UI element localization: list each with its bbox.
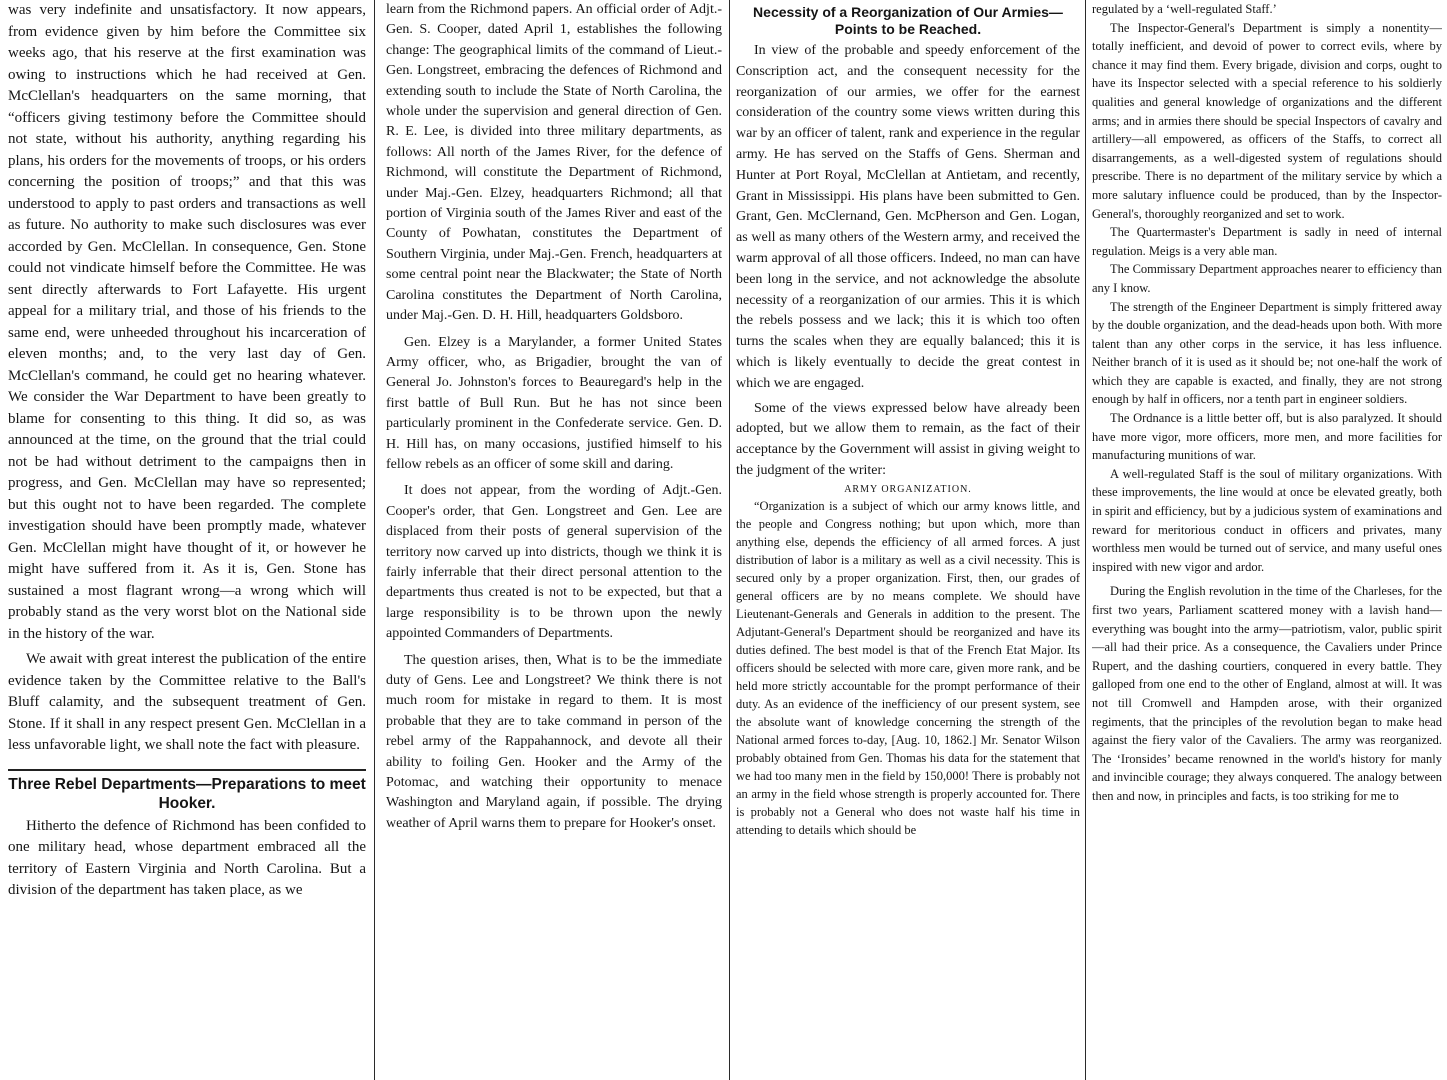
column-1 xyxy=(8,0,366,1080)
column-rule xyxy=(374,0,375,1080)
article-paragraph: During the English revolution in the time of the Charleses, for the first two years, Parliament scattered money with a lavish hand—everything was bought into the army—patriotism, valor, public spirit—all had their price. As a consequence, the Cavaliers under Prince Rupert, and the dashing courtiers, conquered in every battle. They galloped from one end to the other of England, almost at will. It was not till Cromwell and Hampden arose, with their organized regiments, that the principles of the revolution began to make head against the fiery valor of the Cavaliers. The army was reorganized. The ‘Ironsides’ became renowned in the world's history for manly and invincible courage; they always conquered. The analogy between then and now, in principles and facts, is too striking for me to xyxy=(1092,584,1442,803)
column-rule xyxy=(729,0,730,1080)
article-headline: Three Rebel Departments—Preparations to meet Hooker. xyxy=(8,775,366,812)
article-paragraph: “Organization is a subject of which our army knows little, and the people and Congress nothing; but upon which, more than anything else, depends the efficiency of all armed forces. A just distribution of labor is a military as well as a civil necessity. This is secured only by a proper organization. First, then, our grades of general officers are by no means complete. We should have Lieutenant-Generals and Generals in addition to the present. The Adjutant-General's Department should be reorganized and have its duties defined. The best model is that of the French Etat Major. Its officers should be selected with more care, given more rank, and be held more strictly accountable for the prompt performance of their duty. As an evidence of the inefficiency of our present system, see the absolute want of knowledge concerning the strength of the National armed forces to-day, [Aug. 10, 1862.] Mr. Senator Wilson probably obtained from Gen. Thomas his data for the statement that we had too many men in the field by 150,000! There is probably not an army in the field whose strength is properly accounted for. There is probably not a General who does not waste half his time in attending to details which should be xyxy=(736,498,1080,837)
column-3 xyxy=(736,0,1080,1080)
column-4 xyxy=(1092,0,1442,1080)
article-paragraph: The Commissary Department approaches nearer to efficiency than any I know. xyxy=(1092,262,1442,295)
article-paragraph: learn from the Richmond papers. An official order of Adjt.-Gen. S. Cooper, dated April 1, establishes the following change: The geographical limits of the command of Lieut.-Gen. Longstreet, embracing the defences of Richmond and extending south to include the State of North Carolina, the whole under the supervision and general direction of Gen. R. E. Lee, is divided into three military departments, as follows: All north of the James River, for the defence of Richmond, will constitute the Department of Richmond, under Maj.-Gen. Elzey, headquarters Richmond; all that portion of Virginia south of the James River and east of the County of Powhatan, constitutes the Department of Southern Virginia, under Maj.-Gen. French, headquarters at some central point near the Blackwater; the State of North Carolina constitutes the Department of North Carolina, under Maj.-Gen. D. H. Hill, headquarters Goldsboro. xyxy=(386,2,722,324)
article-paragraph: was very indefinite and unsatisfactory. It now appears, from evidence given by him before the Committee six weeks ago, that his reserve at the first examination was owing to instructions which he had received at Gen. McClellan's headquarters on the same morning, that “officers giving testimony before the Committee should not state, without his authority, anything regarding his plans, his orders for the movements of troops, or his orders concerning the position of troops;” and that this was understood to apply to past orders and transactions as well as future. No authority to make such disclosures was ever accorded by Gen. McClellan. In consequence, Gen. Stone could not vindicate himself before the Committee. He was sent directly afterwards to Fort Lafayette. His urgent appeal for a military trial, and those of his friends to the same end, were unheeded throughout his incarceration of eleven months; and, to the very last day of Gen. McClellan's command, he could get no hearing whatever. We consider the War Department to have been greatly to blame for consenting to this thing. It did so, as was announced at the time, on the ground that the trial could not be had without detriment to the campaigns then in progress, and Gen. McClellan may have so represented; but this ought not to have been regarded. The complete investigation should have been promptly made, whatever Gen. McClellan might have thought of it, or however he might have suffered from it. As it is, Gen. Stone has sustained a most flagrant wrong—a wrong which will probably stand as the very worst blot on the National side in the history of the war. xyxy=(8,2,366,642)
article-paragraph: A well-regulated Staff is the soul of military organizations. With these improvements, the line would at once be elevated greatly, both in spirit and efficiency, but by a judicious system of examinations and reward for meritorious conduct in officers and privates, many worthless men would be turned out of service, and many useful ones inspired with new vigor and ardor. xyxy=(1092,466,1442,574)
article-paragraph: The question arises, then, What is to be the immediate duty of Gens. Lee and Longstreet? We think there is not much room for mistake in regard to them. It is most probable that they are to take command in person of the rebel army of the Rappahannock, and devote all their ability to foiling Gen. Hooker and the Army of the Potomac, and watching their opportunity to menace Washington and Maryland again, if possible. The drying weather of April warns them to prepare for Hooker's onset. xyxy=(386,652,722,831)
article-paragraph: We await with great interest the publication of the entire evidence taken by the Committee relative to the Ball's Bluff calamity, and the subsequent treatment of Gen. Stone. If it shall in any respect present Gen. McClellan in a less unfavorable light, we shall note the fact with pleasure. xyxy=(8,651,366,753)
article-paragraph: The Ordnance is a little better off, but is also paralyzed. It should have more vigor, more officers, more men, and more facilities for manufacturing munitions of war. xyxy=(1092,411,1442,463)
article-paragraph: It does not appear, from the wording of Adjt.-Gen. Cooper's order, that Gen. Longstreet and Gen. Lee are displaced from their posts of general supervision of the territory now carved up into districts, though we think it is fairly inferrable that their direct personal attention to the departments thus created is not to be expected, but that a large responsibility is to be thrown upon the newly appointed Commanders of Departments. xyxy=(386,483,722,642)
article-paragraph: In view of the probable and speedy enforcement of the Conscription act, and the consequent necessity for the reorganization of our armies, we offer for the earnest consideration of the country some views written during this war by an officer of talent, rank and experience in the regular army. He has served on the Staffs of Gens. Sherman and Hunter at Port Royal, McClellan at Antietam, and recently, Grant in Mississippi. His plans have been submitted to Gen. Grant, Gen. McClernand, Gen. McPherson and Gen. Logan, as well as many others of the Western army, and received the warm approval of all those officers. Indeed, no man can have been long in the service, and not acknowledge the absolute necessity of a reorganization of our armies. This it is which the rebels possess and we lack; this it is which too often turns the scales when they are equally balanced; this it is which is likely eventually to decide the great contest in which we are engaged. xyxy=(736,43,1080,391)
article-paragraph: Hitherto the defence of Richmond has been confided to one military head, whose department embraced all the territory of Eastern Virginia and North Carolina. But a division of the department has taken place, as we xyxy=(8,817,366,898)
section-subheading: ARMY ORGANIZATION. xyxy=(844,483,972,495)
article-paragraph: The Quartermaster's Department is sadly in need of internal regulation. Meigs is a very able man. xyxy=(1092,225,1442,258)
article-paragraph: Gen. Elzey is a Marylander, a former United States Army officer, who, as Brigadier, brought the van of General Jo. Johnston's forces to Beauregard's help in the first battle of Bull Run. But he has not since been particularly prominent in the Confederate service. Gen. D. H. Hill has, on many occasions, justified himself to his fellow rebels as an officer of some skill and daring. xyxy=(386,334,722,472)
article-paragraph: The strength of the Engineer Department is simply frittered away by the double organization, and the dead-heads upon both. With more talent than any other corps in the service, it has less influence. Neither branch of it is used as it should be; not one-half the work of which they are capable is exacted, and finally, they are not strong enough by half in officers, nor a tenth part in engineer soldiers. xyxy=(1092,299,1442,407)
article-paragraph: regulated by a ‘well-regulated Staff.’ xyxy=(1092,2,1277,16)
article-paragraph: The Inspector-General's Department is simply a nonentity—totally inefficient, and devoid of power to correct evils, where by chance it may find them. Every brigade, division and corps, ought to have its Inspector selected with a special reference to his soldierly qualities and general knowledge of organizations and the different arms; and in armies there should be special Inspectors of cavalry and artillery—all empowered, as officers of the Staffs, to correct all disarrangements, as a well-digested system of regulations should prescribe. There is no department of the military service by which a more salutary influence could be produced, than by the Inspector-General's, thoroughly reorganized and set to work. xyxy=(1092,20,1442,221)
column-rule xyxy=(1085,0,1086,1080)
article-paragraph: Some of the views expressed below have already been adopted, but we allow them to remain, as the fact of their acceptance by the Government will assist in giving weight to the judgment of the writer: xyxy=(736,400,1080,478)
column-2 xyxy=(386,0,722,1080)
article-divider xyxy=(8,769,366,771)
article-headline: Necessity of a Reorganization of Our Armies—Points to be Reached. xyxy=(753,4,1063,37)
